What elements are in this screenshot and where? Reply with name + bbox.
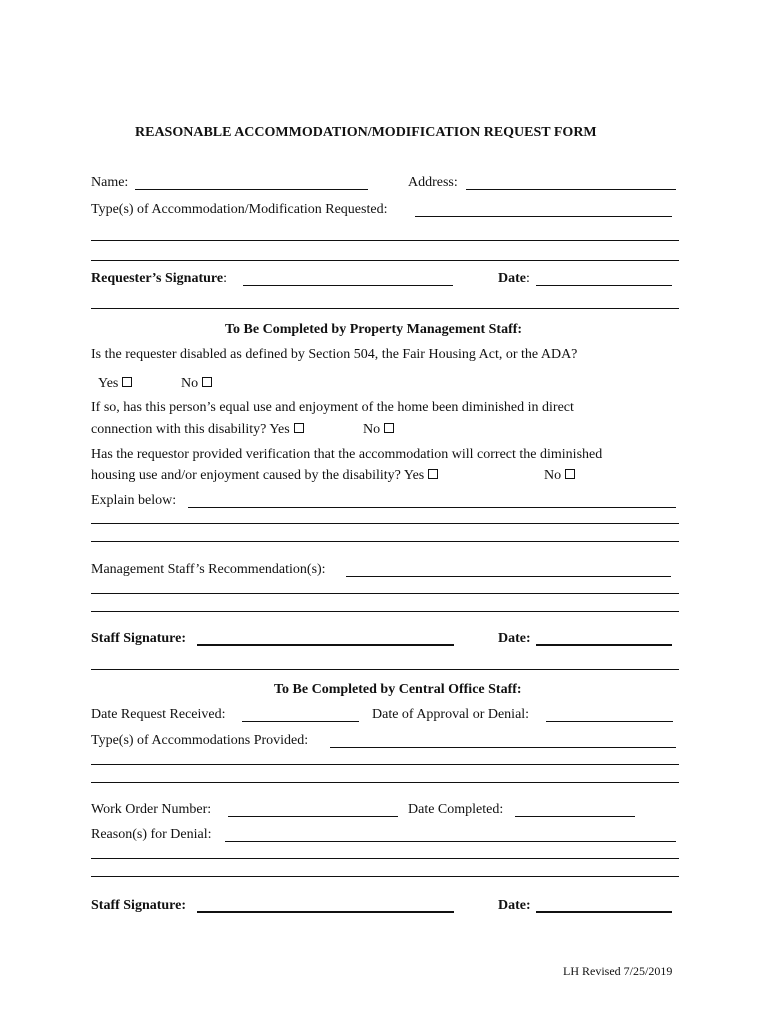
approval-date-field[interactable] <box>546 721 673 722</box>
disabled-yes-label: Yes <box>98 376 119 391</box>
property-staff-heading: To Be Completed by Property Management Staff: <box>225 322 523 337</box>
requester-signature-label <box>91 271 227 287</box>
types-provided-line-3[interactable] <box>91 782 679 783</box>
diminished-yes-option[interactable] <box>91 420 304 438</box>
diminished-no-option[interactable] <box>363 420 394 438</box>
types-provided-line-2[interactable] <box>91 764 679 765</box>
recommendation-line-2[interactable] <box>91 593 679 594</box>
disabled-yes-checkbox[interactable] <box>122 377 132 387</box>
address-label: Address: <box>408 175 458 190</box>
diminished-question-line1: If so, has this person’s equal use and enjoyment of the home been diminished in direct <box>91 400 574 415</box>
staff-date-label: Date: <box>498 631 531 646</box>
disabled-question: Is the requester disabled as defined by Section 504, the Fair Housing Act, or the ADA? <box>91 347 578 362</box>
disabled-yes-option[interactable] <box>98 374 132 392</box>
verification-question-line1: Has the requestor provided verification that the accommodation will correct the diminished <box>91 447 603 462</box>
verification-yes-option[interactable] <box>91 466 438 484</box>
requester-date-field[interactable] <box>536 285 672 286</box>
date-received-label: Date Request Received: <box>91 707 226 722</box>
denial-reasons-label: Reason(s) for Denial: <box>91 827 212 842</box>
verification-yes-checkbox[interactable] <box>428 469 438 479</box>
verification-no-option[interactable] <box>544 466 575 484</box>
name-label: Name: <box>91 175 129 190</box>
revision-footer: LH Revised 7/25/2019 <box>563 964 673 978</box>
diminished-question-line2: connection with this disability? Yes <box>91 422 290 437</box>
verification-no-label: No <box>544 468 562 483</box>
date-completed-label: Date Completed: <box>408 802 504 817</box>
diminished-no-checkbox[interactable] <box>384 423 394 433</box>
diminished-yes-checkbox[interactable] <box>294 423 304 433</box>
denial-reasons-line-3[interactable] <box>91 876 679 877</box>
recommendation-label: Management Staff’s Recommendation(s): <box>91 562 326 577</box>
types-provided-label: Type(s) of Accommodations Provided: <box>91 733 309 748</box>
denial-reasons-line-2[interactable] <box>91 858 679 859</box>
approval-date-label: Date of Approval or Denial: <box>372 707 530 722</box>
types-provided-field[interactable] <box>330 747 676 748</box>
name-field[interactable] <box>135 189 368 190</box>
types-requested-line-3[interactable] <box>91 260 679 261</box>
recommendation-line-3[interactable] <box>91 611 679 612</box>
explain-label: Explain below: <box>91 493 177 508</box>
central-staff-signature-label: Staff Signature: <box>91 898 187 913</box>
central-staff-date-label: Date: <box>498 898 531 913</box>
types-requested-label: Type(s) of Accommodation/Modification Requested: <box>91 202 388 217</box>
staff-signature-label: Staff Signature: <box>91 631 187 646</box>
section-divider-1 <box>91 308 679 309</box>
date-received-field[interactable] <box>242 721 359 722</box>
central-staff-date-field[interactable] <box>536 911 672 913</box>
section-divider-2 <box>91 669 679 670</box>
recommendation-field[interactable] <box>346 576 671 577</box>
verification-question-line2: housing use and/or enjoyment caused by the disability? Yes <box>91 468 425 483</box>
diminished-no-label: No <box>363 422 381 437</box>
requester-date-text: Date <box>498 271 526 286</box>
requester-date-label <box>498 271 530 287</box>
disabled-no-label: No <box>181 376 199 391</box>
staff-signature-field[interactable] <box>197 644 454 646</box>
explain-field[interactable] <box>188 507 676 508</box>
address-field[interactable] <box>466 189 676 190</box>
form-title: REASONABLE ACCOMMODATION/MODIFICATION REQUEST FORM <box>135 125 597 140</box>
staff-date-field[interactable] <box>536 644 672 646</box>
disabled-no-option[interactable] <box>181 374 212 392</box>
denial-reasons-field[interactable] <box>225 841 676 842</box>
types-requested-line-2[interactable] <box>91 240 679 241</box>
types-requested-field[interactable] <box>415 216 672 217</box>
work-order-label: Work Order Number: <box>91 802 212 817</box>
requester-signature-text: Requester’s Signature <box>91 271 224 286</box>
disabled-no-checkbox[interactable] <box>202 377 212 387</box>
explain-line-3[interactable] <box>91 541 679 542</box>
central-staff-signature-field[interactable] <box>197 911 454 913</box>
requester-signature-field[interactable] <box>243 285 453 286</box>
work-order-field[interactable] <box>228 816 398 817</box>
requester-date-colon: : <box>526 271 530 286</box>
explain-line-2[interactable] <box>91 523 679 524</box>
verification-no-checkbox[interactable] <box>565 469 575 479</box>
requester-signature-colon: : <box>223 271 227 286</box>
date-completed-field[interactable] <box>515 816 635 817</box>
central-office-heading: To Be Completed by Central Office Staff: <box>274 682 522 697</box>
